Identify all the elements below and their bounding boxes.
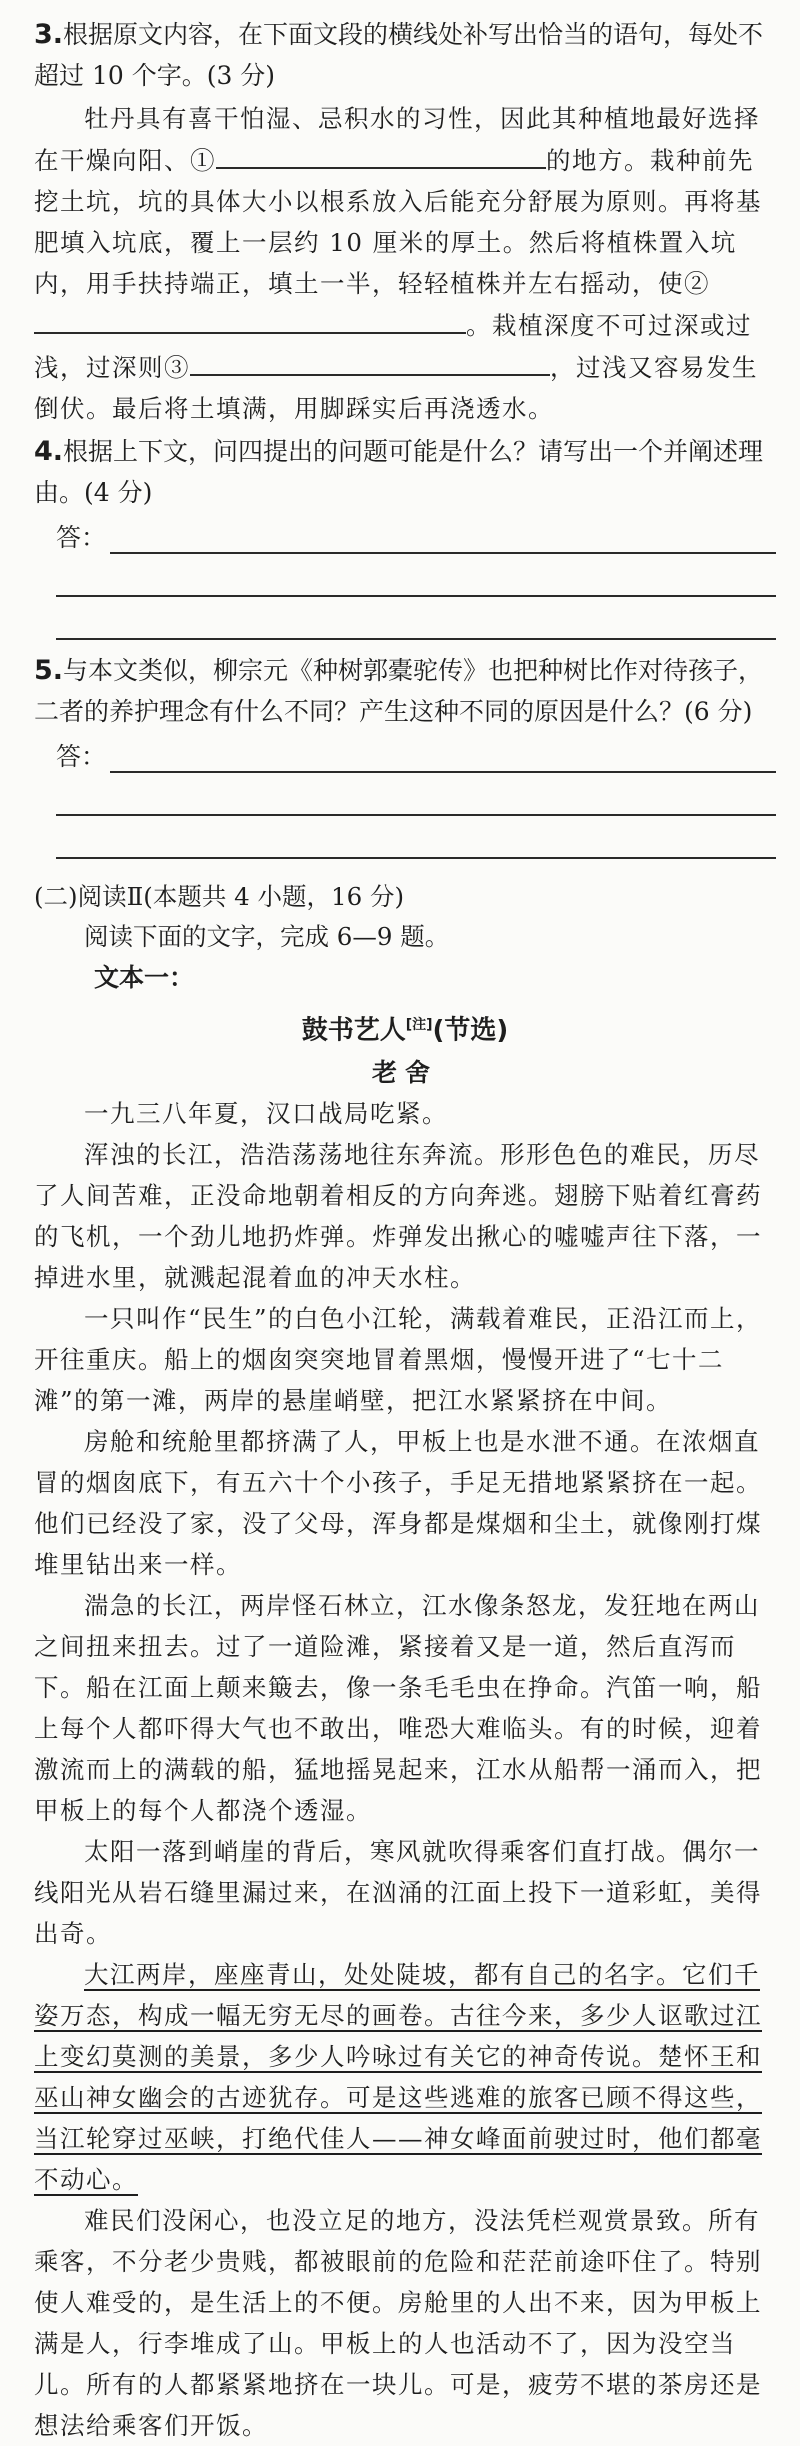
q3-blank-1[interactable]: [216, 139, 546, 169]
q3-blank-3[interactable]: [190, 346, 550, 376]
q3-prompt: [34, 14, 776, 96]
text-label: 文本一：: [94, 963, 195, 992]
section2-instruction: 阅读下面的文字，完成 6—9 题。: [84, 922, 450, 951]
q4-answer-line-3[interactable]: [56, 597, 776, 640]
q3-passage: [34, 98, 776, 429]
q4-answer-line-1[interactable]: [110, 522, 776, 554]
q5-answer-row: [56, 732, 776, 773]
article-title-note: [注]: [405, 1017, 433, 1033]
article-title-suffix: (节选): [432, 1015, 509, 1046]
q3-number: 3.: [34, 19, 64, 50]
q3-passage-part3: 。栽植深度不可过深或过浅，过深则③: [34, 311, 752, 382]
article-paragraph-3: 一只叫作“民生”的白色小江轮，满载着难民，正沿江而上，开往重庆。船上的烟囱突突地冒着黑烟，慢慢开进了“七十二滩”的第一滩，两岸的悬崖峭壁，把江水紧紧挤在中间。: [34, 1303, 763, 1415]
q5-answer-line-3[interactable]: [56, 816, 776, 859]
q4-answer-row: [56, 513, 776, 554]
q3-passage-part1: 牡丹具有喜干怕湿、忌积水的习性，因此其种植地最好选择在干燥向阳、①: [34, 104, 760, 175]
q4-answer-label: 答：: [56, 523, 107, 552]
article-paragraph-2: 浑浊的长江，浩浩荡荡地往东奔流。形形色色的难民，历尽了人间苦难，正没命地朝着相反的方向奔逃。翅膀下贴着红膏药的飞机，一个劲儿地扔炸弹。炸弹发出揪心的嘘嘘声往下落，一掉进水里，就溅起混着血的冲天水柱。: [34, 1139, 762, 1292]
article-paragraph-4: 房舱和统舱里都挤满了人，甲板上也是水泄不通。在浓烟直冒的烟囱底下，有五六十个小孩子，手足无措地紧紧挤在一起。他们已经没了家，没了父母，浑身都是煤烟和尘土，就像刚打煤堆里钻出来一样。: [34, 1426, 762, 1579]
q3-blank-2[interactable]: [34, 304, 166, 334]
article-paragraph-7-underlined: 大江两岸，座座青山，处处陡坡，都有自己的名字。它们千姿万态，构成一幅无穷无尽的画卷。古往今来，多少人讴歌过江上变幻莫测的美景，多少人吟咏过有关它的神奇传说。楚怀王和巫山神女幽会的古迹犹存。可是这些逃难的旅客已顾不得这些，当江轮穿过巫峡，打绝代佳人——神女峰面前驶过时，他们都毫不动心。: [34, 1959, 762, 2194]
article-paragraph-8: 难民们没闲心，也没立足的地方，没法凭栏观赏景致。所有乘客，不分老少贵贱，都被眼前的危险和茫茫前途吓住了。特别使人难受的，是生活上的不便。房舱里的人出不来，因为甲板上满是人，行李堆成了山。甲板上的人也活动不了，因为没空当儿。所有的人都紧紧地挤在一块儿。可是，疲劳不堪的茶房还是想法给乘客们开饭。: [34, 2205, 762, 2440]
section2-heading: (二)阅读Ⅱ(本题共 4 小题，16 分): [34, 882, 405, 911]
q4-prompt: [34, 431, 776, 513]
article-paragraph-1: 一九三八年夏，汉口战局吃紧。: [84, 1098, 448, 1128]
q4-number: 4.: [34, 436, 64, 467]
q5-prompt: [34, 650, 776, 732]
article-paragraph-6: 太阳一落到峭崖的背后，寒风就吹得乘客们直打战。偶尔一线阳光从岩石缝里漏过来，在汹涌的江面上投下一道彩虹，美得出奇。: [34, 1836, 762, 1948]
article-author: 老舍: [371, 1057, 438, 1087]
q5-answer-label: 答：: [56, 742, 107, 771]
q4-prompt-text: 根据上下文，问四提出的问题可能是什么？请写出一个并阐述理由。(4 分): [34, 437, 764, 507]
q3-blank-2-cont[interactable]: [166, 304, 466, 334]
q4-answer-line-2[interactable]: [56, 554, 776, 597]
q3-prompt-text: 根据原文内容，在下面文段的横线处补写出恰当的语句，每处不超过 10 个字。(3 分): [34, 20, 764, 90]
q5-number: 5.: [34, 655, 64, 686]
q3-passage-part4: ，过浅又容易发生倒伏。最后将土填满，用脚踩实后再浇透水。: [34, 353, 758, 423]
article-title-text: 鼓书艺人: [301, 1015, 406, 1046]
q5-answer-line-1[interactable]: [110, 741, 776, 773]
q5-prompt-text: 与本文类似，柳宗元《种树郭橐驼传》也把种树比作对待孩子，二者的养护理念有什么不同？产生这种不同的原因是什么？(6 分): [34, 656, 764, 726]
article-paragraph-5: 湍急的长江，两岸怪石林立，江水像条怒龙，发狂地在两山之间扭来扭去。过了一道险滩，紧接着又是一道，然后直泻而下。船在江面上颠来簸去，像一条毛毛虫在挣命。汽笛一响，船上每个人都吓得大气也不敢出，唯恐大难临头。有的时候，迎着激流而上的满载的船，猛地摇晃起来，江水从船帮一涌而入，把甲板上的每个人都浇个透湿。: [34, 1590, 762, 1825]
q3-passage-part2: 的地方。栽种前先挖土坑，坑的具体大小以根系放入后能充分舒展为原则。再将基肥填入坑底，覆上一层约 10 厘米的厚土。然后将植株置入坑内，用手扶持端正，填土一半，轻轻植株并左右摇动，使②: [34, 146, 762, 298]
article-title: [34, 1003, 776, 1053]
q5-answer-line-2[interactable]: [56, 773, 776, 816]
